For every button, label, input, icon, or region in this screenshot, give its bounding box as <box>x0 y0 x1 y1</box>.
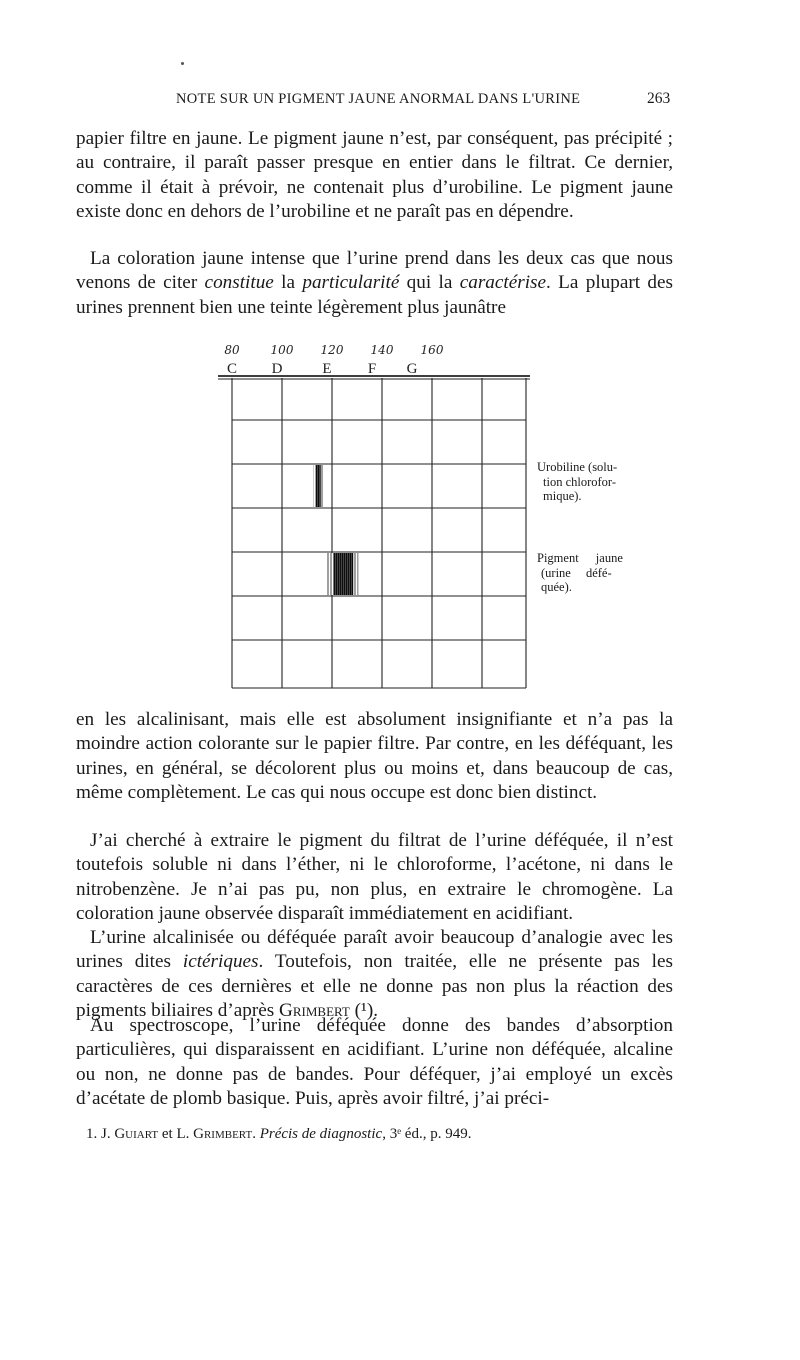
fraunhofer-line-label: E <box>322 361 332 377</box>
footnote: 1. J. Guiart et L. Grimbert. Précis de diagnostic, 3ᵉ éd., p. 949. <box>86 1126 472 1142</box>
absorption-bands <box>313 465 358 595</box>
paragraph-2: La coloration jaune intense que l’urine prend dans les deux cas que nous venons de citer constitue la particularité qui la caractérise. La plupart des urines prennent bien une teinte légèrement plus jaunâtre <box>76 248 673 318</box>
absorption-band-pigment <box>326 553 359 595</box>
legend-urobiline <box>537 460 647 504</box>
paragraph-4: J’ai cherché à extraire le pigment du filtrat de l’urine déféquée, il n’est toutefois soluble ni dans l’éther, ni le chloroforme, l’acétone, ni dans le nitrobenzène. Je n’ai pas pu, non plus, en extraire le chromogène. La coloration jaune observée disparaît immédiatement en acidifiant. <box>76 830 673 924</box>
fraunhofer-line-label: G <box>406 361 418 377</box>
figure-grid <box>218 376 530 688</box>
page-number: 263 <box>647 90 671 107</box>
scale-number: 100 <box>270 343 294 357</box>
scale-number: 160 <box>420 343 444 357</box>
legend-line: Urobiline (solu- <box>537 460 618 474</box>
legend-line: Pigment jaune <box>537 551 623 565</box>
fraunhofer-line-label: C <box>226 361 238 377</box>
paragraph-6: Au spectroscope, l’urine déféquée donne des bandes d’absorption particulières, qui disparaissent en acidifiant. L’urine non déféquée, alcaline ou non, ne donne pas de bandes. Pour déféquer, j’ai employé un excès d’acétate de plomb basique. Puis, après avoir filtré, j’ai préci- <box>76 1015 673 1109</box>
paragraph-3: en les alcalinisant, mais elle est absolument insignifiante et n’a pas la moindre action colorante sur le papier filtre. Par contre, en les déféquant, les urines, en général, se décolorent plus ou moins et, dans beaucoup de cas, même complètement. Le cas qui nous occupe est donc bien distinct. <box>76 709 673 803</box>
legend-line: (urine défé- <box>541 565 612 580</box>
legend-pigment <box>537 551 647 595</box>
band-dense-zone <box>316 465 321 507</box>
paragraph-5: L’urine alcalinisée ou déféquée paraît avoir beaucoup d’analogie avec les urines dites ictériques. Toutefois, non traitée, elle ne présente pas les caractères de ces dernières et elle ne donne pas non plus la réaction des pigments biliaires d’après Grimbert (¹). <box>76 927 673 1021</box>
scale-number: 140 <box>370 343 394 357</box>
legend-line: mique). <box>543 489 582 503</box>
scale-number: 80 <box>224 343 240 357</box>
figure-scale <box>224 343 443 377</box>
legend-line: tion chlorofor- <box>543 474 616 489</box>
fraunhofer-line-label: F <box>367 361 377 377</box>
band-dense-zone <box>333 553 353 595</box>
paragraph-1: papier filtre en jaune. Le pigment jaune n’est, par conséquent, pas précipité ; au contraire, il paraît passer presque en entier dans le filtrat. Ce dernier, comme il était à prévoir, ne contenait plus d’urobiline. Le pigment jaune existe donc en dehors de l’urobiline et ne paraît pas en dépendre. <box>76 128 673 222</box>
legend-line: quée). <box>541 580 572 594</box>
absorption-band-urobiline <box>313 465 323 507</box>
running-head: NOTE SUR UN PIGMENT JAUNE ANORMAL DANS L'URINE <box>176 91 581 107</box>
fraunhofer-line-label: D <box>271 361 283 377</box>
scale-number: 120 <box>320 343 344 357</box>
